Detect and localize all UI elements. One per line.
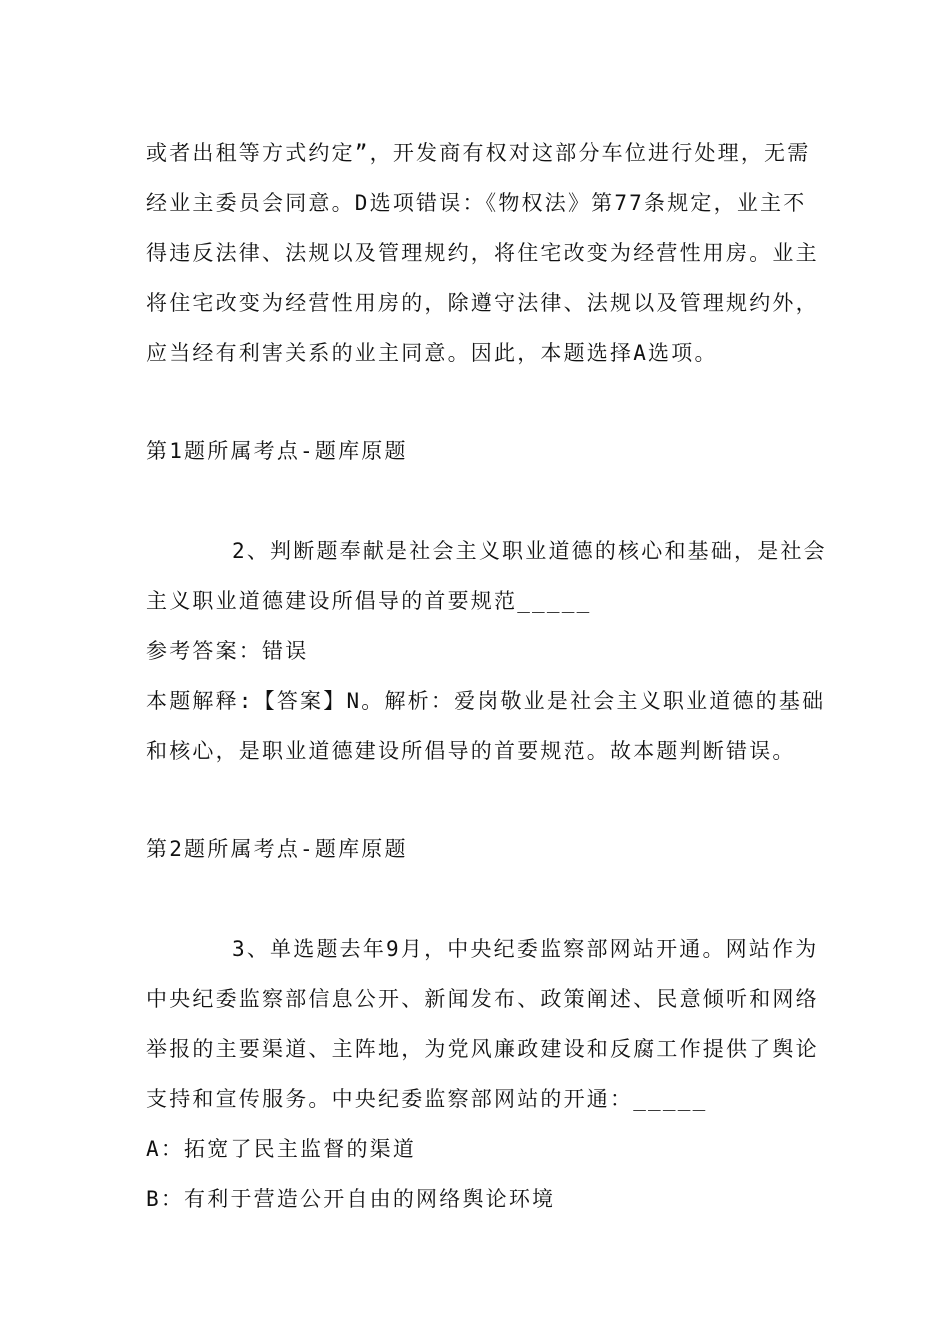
question-3-option-b: B：有利于营造公开自由的网络舆论环境 <box>146 1187 556 1211</box>
question-1-point: 第1题所属考点-题库原题 <box>146 439 408 463</box>
paragraph-line: 将住宅改变为经营性用房的，除遵守法律、法规以及管理规约外， <box>146 291 819 315</box>
paragraph-line: 或者出租等方式约定”，开发商有权对这部分车位进行处理，无需 <box>146 141 811 165</box>
question-3-option-a: A：拓宽了民主监督的渠道 <box>146 1137 417 1161</box>
paragraph-line: 应当经有利害关系的业主同意。因此，本题选择A选项。 <box>146 341 718 365</box>
question-3-stem-line: 中央纪委监察部信息公开、新闻发布、政策阐述、民意倾听和网络 <box>146 987 819 1011</box>
question-3-stem-line: 3、单选题去年9月，中央纪委监察部网站开通。网站作为 <box>232 937 819 961</box>
question-2-point: 第2题所属考点-题库原题 <box>146 837 408 861</box>
question-3-stem-line: 举报的主要渠道、主阵地，为党风廉政建设和反腐工作提供了舆论 <box>146 1037 819 1061</box>
question-2-stem-line: 主义职业道德建设所倡导的首要规范_____ <box>146 589 592 613</box>
question-2-explanation-line: 本题解释:【答案】N。解析：爱岗敬业是社会主义职业道德的基础 <box>146 689 826 713</box>
question-3-stem-line: 支持和宣传服务。中央纪委监察部网站的开通：_____ <box>146 1087 708 1111</box>
question-2-answer: 参考答案：错误 <box>146 639 309 663</box>
question-2-explanation-line: 和核心，是职业道德建设所倡导的首要规范。故本题判断错误。 <box>146 739 796 763</box>
question-2-stem-line: 2、判断题奉献是社会主义职业道德的核心和基础，是社会 <box>232 539 827 563</box>
paragraph-line: 得违反法律、法规以及管理规约，将住宅改变为经营性用房。业主 <box>146 241 819 265</box>
paragraph-line: 经业主委员会同意。D选项错误：《物权法》第77条规定，业主不 <box>146 191 807 215</box>
